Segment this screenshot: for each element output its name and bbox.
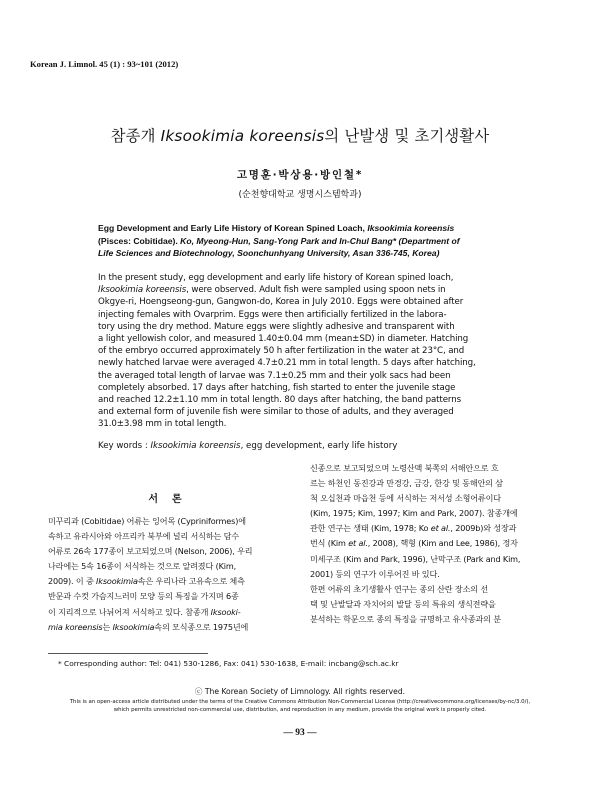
body-line — [48, 514, 294, 529]
text-run: 반문과 수컷 가슴지느러미 모양 등의 특징을 가지며 6종 — [48, 591, 239, 602]
text-run: , egg development, early life history — [240, 441, 398, 451]
title-suffix: 의 난발생 및 초기생활사 — [324, 127, 490, 145]
license-line: This is an open-access article distributed under the terms of the Creative Commons Attribution Non-Commercial License (http://creativecommons.org/licenses/by-nc/3.0/), — [69, 699, 531, 705]
body-line — [310, 461, 558, 476]
text-run: a light yellowish color, and measured 1.40±0.04 mm (mean±SD) in diameter. Hatching — [98, 334, 469, 345]
english-title-line — [98, 235, 518, 248]
italic-text: Iksooki- — [210, 606, 241, 617]
text-run: 31.0±3.98 mm in total length. — [98, 419, 227, 430]
text-run: 한편 어류의 초기생활사 연구는 종의 산란 장소의 선 — [310, 583, 489, 594]
body-line — [48, 559, 294, 574]
abstract-line — [98, 309, 518, 321]
text-run: 는 — [102, 621, 113, 632]
body-line — [48, 529, 294, 544]
italic-text: et al. — [430, 523, 451, 534]
text-run: 신종으로 보고되었으며 노령산맥 북쪽의 서해안으로 흐 — [310, 463, 499, 473]
body-line — [310, 597, 558, 612]
italic-text: Iksookimia — [112, 621, 155, 632]
title-species: Iksookimia koreensis — [160, 127, 325, 145]
italic-text: Iksookimia — [96, 576, 138, 587]
abstract-line — [98, 284, 518, 296]
abstract-line — [98, 345, 518, 357]
text-run: injecting females with Ovarprim. Eggs were then artificially fertilized in the labora- — [98, 309, 447, 320]
text-run: and external form of juvenile fish were similar to those of adults, and they averaged — [98, 407, 454, 418]
section-heading-introduction: 서론 — [148, 494, 196, 505]
abstract-line — [98, 382, 518, 394]
body-line — [48, 544, 294, 559]
body-line — [310, 567, 558, 582]
text-run: 관한 연구는 생태 (Kim, 1978; Ko — [310, 523, 431, 534]
text-run: Okgye-ri, Hoengseong-gun, Gangwon-do, Korea in July 2010. Eggs were obtained after — [98, 297, 464, 308]
copyright-notice: ⓒ The Korean Society of Limnology. All rights reserved. — [194, 687, 406, 696]
body-column-right — [310, 461, 558, 627]
title-prefix: 참종개 — [110, 127, 161, 145]
italic-text: mia koreensis — [48, 621, 103, 632]
abstract-line — [98, 272, 518, 284]
text-run: 2001) 등의 연구가 이루어진 바 있다. — [310, 568, 440, 579]
english-title-line — [98, 247, 518, 260]
body-line — [310, 521, 558, 536]
body-column-left — [48, 514, 294, 635]
text-run: 미꾸리과 (Cobitidae) 어류는 잉어목 (Cypriniformes)에 — [48, 516, 246, 526]
abstract-line — [98, 357, 518, 369]
text-run: In the present study, egg development and early life history of Korean spined loach, — [98, 273, 454, 283]
body-line — [310, 536, 558, 551]
text-run: tory using the dry method. Mature eggs were slightly adhesive and transparent with — [98, 321, 455, 332]
text-run: , 2008), 핵형 (Kim and Lee, 1986), 정자 — [367, 538, 518, 549]
abstract-line — [98, 370, 518, 382]
text-run: 속은 우리나라 고유속으로 체측 — [137, 576, 245, 587]
text-run: newly hatched larvae were averaged 4.7±0.21 mm in total length. 5 days after hatching, — [98, 358, 476, 369]
text-run: 택 및 난발달과 자치어의 발달 등의 특유의 생식전략을 — [310, 598, 496, 609]
italic-text: Life Sciences and Biotechnology, Soonchunhyang University, Asan 336-745, Korea) — [98, 248, 440, 259]
page-number: — 93 — — [283, 728, 317, 738]
body-line — [310, 476, 558, 491]
italic-text: Iksookimia koreensis — [98, 285, 187, 296]
abstract-line — [98, 394, 518, 406]
body-line — [310, 582, 558, 597]
body-line — [48, 589, 294, 604]
abstract-line — [98, 418, 518, 430]
italic-text: Iksookimia koreensis — [367, 223, 455, 233]
english-title-block — [98, 222, 518, 260]
text-run: 속하고 유라시아와 아프리카 북부에 널리 서식하는 담수 — [48, 531, 239, 542]
text-run: 속의 모식종으로 1975년에 — [154, 621, 249, 632]
text-run: 2009). 이 중 — [48, 576, 97, 587]
paper-title — [0, 124, 600, 146]
affiliation: (순천향대학교 생명시스템학과) — [238, 190, 362, 200]
text-run: the averaged total length of larvae was 7.1±0.25 mm and their yolk sacs had been — [98, 370, 451, 381]
abstract-line — [98, 321, 518, 333]
footnote-divider — [48, 653, 208, 654]
body-line — [310, 506, 558, 521]
text-run: (Kim, 1975; Kim, 1997; Kim and Park, 2007). 참종개에 — [310, 508, 518, 519]
text-run: of the embryo occurred approximately 50 h after fertilization in the water at 23°C, and — [98, 346, 465, 357]
body-line — [310, 491, 558, 506]
body-line — [48, 574, 294, 589]
text-run: and reached 12.2±1.10 mm in total length. 80 days after hatching, the band patterns — [98, 395, 461, 406]
text-run: , were observed. Adult fish were sampled using spoon nets in — [186, 285, 446, 296]
text-run: 분석하는 학문으로 종의 특징을 규명하고 유사종과의 분 — [310, 613, 501, 624]
body-line — [310, 612, 558, 627]
text-run: 어류로 26속 177종이 보고되었으며 (Nelson, 2006), 우리 — [48, 546, 253, 557]
english-title-line — [98, 222, 518, 235]
text-run: 나라에는 5속 16종이 서식하는 것으로 알려졌다 (Kim, — [48, 561, 236, 572]
italic-text: et al. — [348, 538, 368, 549]
keywords — [98, 441, 397, 451]
text-run: (Pisces: Cobitidae). — [98, 235, 181, 246]
abstract-line — [98, 296, 518, 308]
italic-text: Iksookimia koreensis — [150, 441, 241, 451]
body-line — [310, 552, 558, 567]
body-line — [48, 605, 294, 620]
text-run: 번식 (Kim — [310, 538, 349, 549]
abstract-line — [98, 406, 518, 418]
text-run: completely absorbed. 17 days after hatching, fish started to enter the juvenile stage — [98, 382, 456, 393]
text-run: 척 오십천과 마읍천 등에 서식하는 저서성 소형어류이다 — [310, 493, 501, 504]
body-line — [48, 620, 294, 635]
italic-text: Ko, Myeong-Hun, Sang-Yong Park and In-Chul Bang* (Department of — [180, 235, 460, 246]
abstract — [98, 272, 518, 431]
abstract-line — [98, 333, 518, 345]
text-run: Key words : — [98, 441, 151, 451]
authors: 고명훈·박상용·방인철* — [236, 169, 364, 181]
license-line: which permits unrestricted non-commercial use, distribution, and reproduction in any medium, provide the original work is properly cited. — [113, 707, 487, 714]
text-run: Egg Development and Early Life History of Korean Spined Loach, — [98, 223, 368, 233]
journal-reference: Korean J. Limnol. 45 (1) : 93~101 (2012) — [30, 59, 179, 69]
text-run: 미세구조 (Kim and Park, 1996), 난막구조 (Park and Kim, — [310, 553, 521, 564]
text-run: 르는 하천인 동진강과 만경강, 금강, 한강 및 동해안의 삼 — [310, 478, 503, 489]
text-run: 이 지리적으로 나뉘어져 서식하고 있다. 참종개 — [48, 606, 211, 617]
text-run: , 2009b)와 성장과 — [450, 523, 517, 534]
license-notice — [0, 698, 600, 715]
corresponding-author-footnote: * Corresponding author: Tel: 041) 530-1286, Fax: 041) 530-1638, E-mail: incbang@sch.ac.kr — [58, 659, 399, 668]
